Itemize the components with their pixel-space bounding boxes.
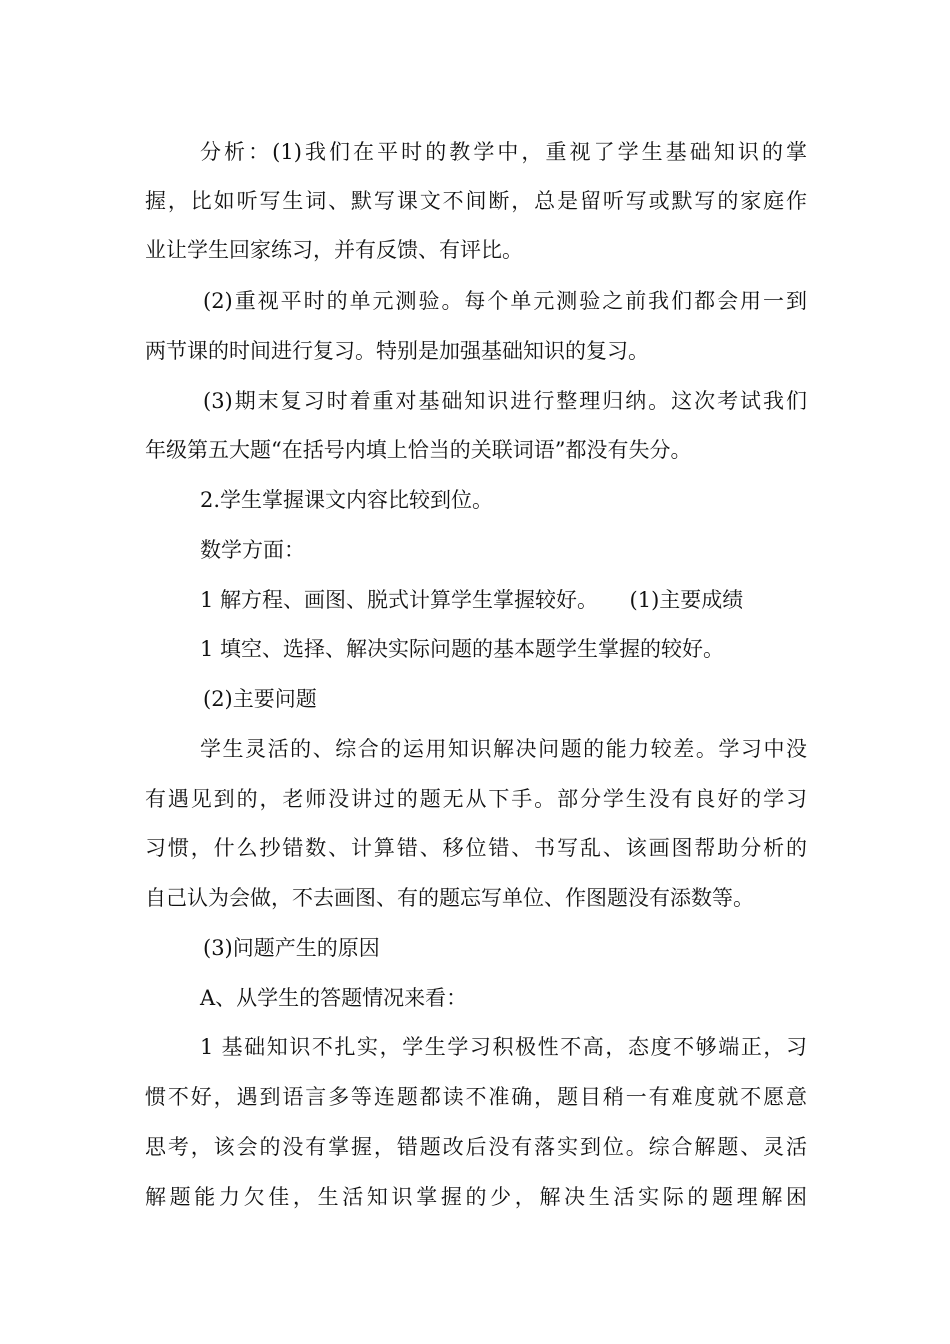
paragraph-line: 1 解方程、画图、脱式计算学生掌握较好。 (1)主要成绩 — [200, 588, 744, 612]
paragraph-line: 1 填空、选择、解决实际问题的基本题学生掌握的较好。 — [200, 637, 725, 661]
paragraph-line: (3)期末复习时着重对基础知识进行整理归纳。这次考试我们 — [203, 389, 807, 413]
paragraph-line: 两节课的时间进行复习。特别是加强基础知识的复习。 — [145, 339, 649, 363]
paragraph-line: 自己认为会做，不去画图、有的题忘写单位、作图题没有添数等。 — [145, 886, 754, 910]
paragraph-line: 2.学生掌握课文内容比较到位。 — [200, 488, 494, 512]
paragraph-line: 思考，该会的没有掌握，错题改后没有落实到位。综合解题、灵活 — [145, 1135, 807, 1159]
paragraph-line: 学生灵活的、综合的运用知识解决问题的能力较差。学习中没 — [200, 737, 807, 761]
section-heading: (3)问题产生的原因 — [203, 936, 380, 960]
paragraph-line: 有遇见到的，老师没讲过的题无从下手。部分学生没有良好的学习 — [145, 787, 807, 811]
paragraph-line: 惯不好，遇到语言多等连题都读不准确，题目稍一有难度就不愿意 — [145, 1085, 807, 1109]
paragraph-line: 解题能力欠佳，生活知识掌握的少，解决生活实际的题理解困 — [145, 1185, 807, 1209]
paragraph-line: 习惯，什么抄错数、计算错、移位错、书写乱、该画图帮助分析的 — [145, 836, 807, 860]
section-heading: (2)主要问题 — [203, 687, 317, 711]
paragraph-line: 年级第五大题“在括号内填上恰当的关联词语”都没有失分。 — [145, 438, 692, 462]
paragraph-line: 1 基础知识不扎实，学生学习积极性不高，态度不够端正，习 — [200, 1035, 807, 1059]
section-heading: A、从学生的答题情况来看： — [200, 986, 468, 1010]
section-heading: 数学方面： — [200, 538, 305, 562]
paragraph-line: 业让学生回家练习，并有反馈、有评比。 — [145, 238, 523, 262]
paragraph-line: 分析：(1)我们在平时的教学中，重视了学生基础知识的掌 — [200, 140, 807, 164]
paragraph-line: 握，比如听写生词、默写课文不间断，总是留听写或默写的家庭作 — [145, 189, 807, 213]
paragraph-line: (2)重视平时的单元测验。每个单元测验之前我们都会用一到 — [203, 289, 807, 313]
